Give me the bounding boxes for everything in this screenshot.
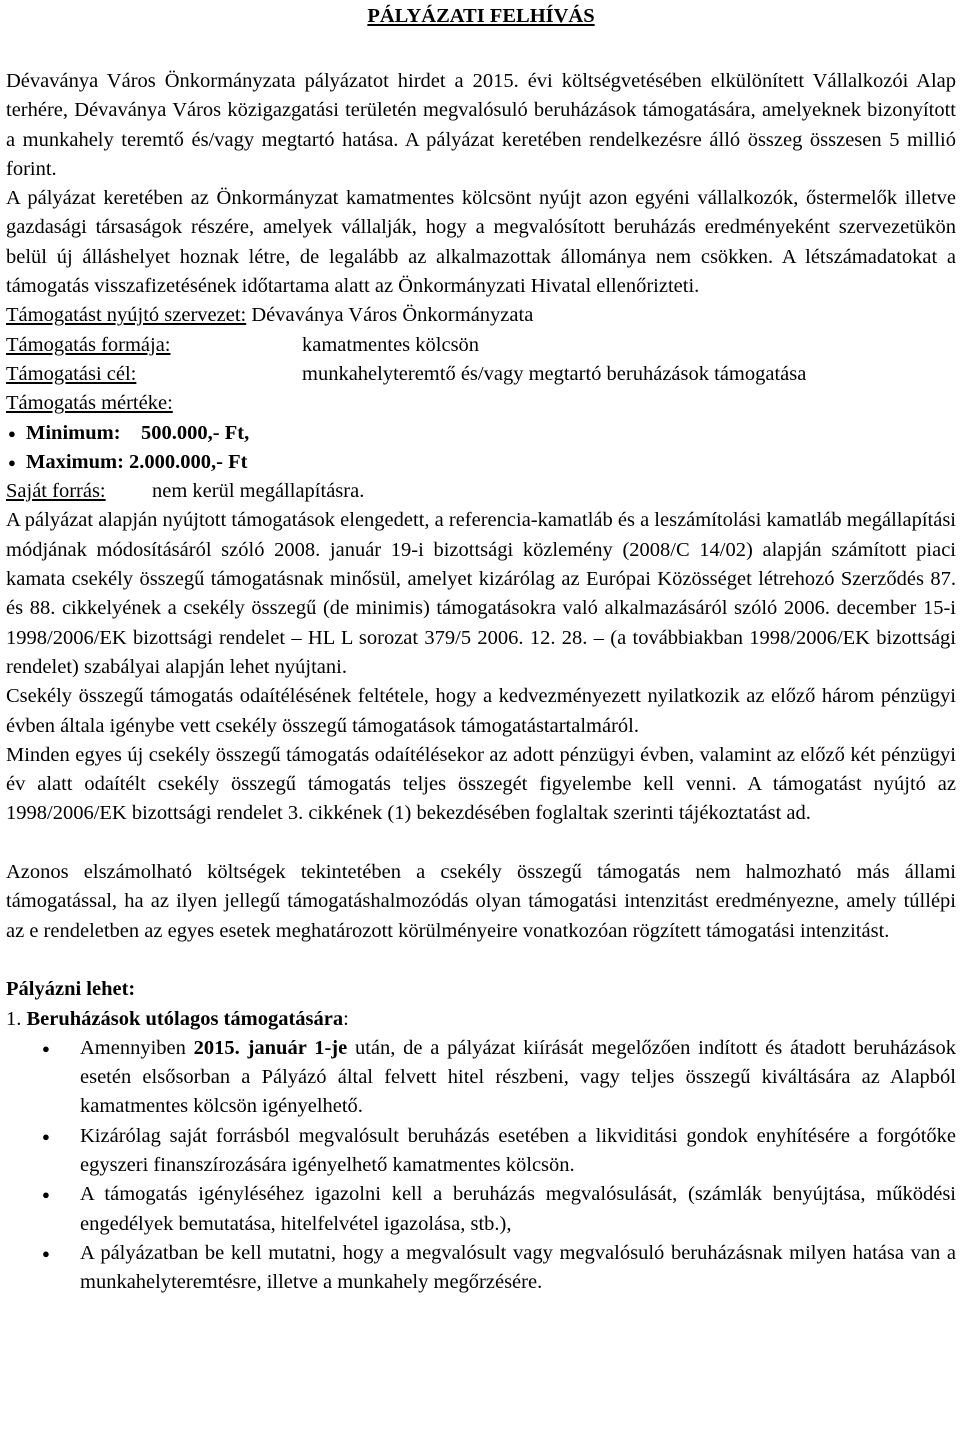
bullet-1-pre: Amennyiben — [80, 1036, 194, 1059]
body-paragraph-1: A pályázat alapján nyújtott támogatások elengedett, a referencia-kamatláb és a leszámítolási kamatláb megállapítási módjának módosításáról szóló 2008. január 19-i bizottsági közlemény (2008/C 14/02) alapján számított piaci kamata csekély összegű támogatásnak minősül, amelyet kizárólag az Európai Közösséget létrehozó Szerződés 87. és 88. cikkelyének a csekély összegű (de minimis) támogatásokra való alkalmazásáról szóló 2006. december 15-i 1998/2006/EK bizottsági rendelet – HL L sorozat 379/5 2006. 12. 28. – (a továbbiakban 1998/2006/EK bizottsági rendelet) szabályai alapján lehet nyújtani. — [6, 509, 957, 678]
intro-paragraph-1: Dévaványa Város Önkormányzata pályázatot hirdet a 2015. évi költségvetésében elkülönített Vállalkozói Alap terhére, Dévaványa Város közigazgatási területén megvalósuló beruházások támogatására, amelyeknek bizonyított a munkahely teremtő és/vagy megtartó hatása. A pályázat keretében rendelkezésre álló összeg összesen 5 millió forint. — [6, 70, 956, 180]
detail-goal — [6, 360, 956, 389]
list-item — [6, 1034, 956, 1122]
amount-list — [6, 419, 956, 478]
goal-label: Támogatási cél: — [6, 362, 137, 385]
amount-maximum — [6, 448, 956, 477]
body-paragraph-4: Azonos elszámolható költségek tekintetében a csekély összegű támogatás nem halmozható más állami támogatással, ha az ilyen jellegű támogatáshalmozódás olyan támogatási intenzitást eredményezne, amely túllépi az e rendeletben az egyes esetek meghatározott körülményeire vonatkozóan rögzített támogatási intenzitást. — [6, 861, 956, 942]
spacer — [6, 29, 956, 67]
detail-amount — [6, 389, 956, 418]
form-value: kamatmentes kölcsön — [302, 333, 480, 356]
list-item: ● A támogatás igényléséhez igazolni kell a beruházás megvalósulását, (számlák benyújtása, működési engedélyek bemutatása, hitelfelvétel igazolása, stb.), — [6, 1180, 956, 1239]
apply-heading: Pályázni lehet: — [6, 978, 136, 1001]
max-value: : 2.000.000,- Ft — [117, 450, 248, 473]
max-label: Maximum — [26, 450, 118, 473]
detail-form — [6, 331, 956, 360]
min-label: Minimum: — [26, 421, 121, 444]
amount-label: Támogatás mértéke: — [6, 392, 173, 415]
body-paragraph-3: Minden egyes új csekély összegű támogatás odaítélésekor az adott pénzügyi évben, valamint az előző két pénzügyi év alatt odaítélt csekély összegű támogatás teljes összegét figyelembe kell venni. A támogatást nyújtó az 1998/2006/EK bizottsági rendelet 3. cikkének (1) bekezdésében foglaltak szerinti tájékoztatást ad. — [6, 743, 956, 825]
organization-label: Támogatást nyújtó szervezet: — [6, 304, 247, 327]
goal-value: munkahelyteremtő és/vagy megtartó beruházások támogatása — [302, 362, 807, 385]
section-1-heading — [6, 1005, 956, 1034]
own-source-label: Saját forrás: — [6, 480, 106, 503]
page-title: PÁLYÁZATI FELHÍVÁS — [367, 5, 595, 27]
body-paragraph-2: Csekély összegű támogatás odaítélésének feltétele, hogy a kedvezményezett nyilatkozik az előző három pénzügyi évben általa igénybe vett csekély összegű támogatások támogatástartalmáról. — [6, 685, 956, 737]
list-item: ● A pályázatban be kell mutatni, hogy a megvalósult vagy megvalósuló beruházásnak milyen hatása van a munkahelyteremtésre, illetve a munkahely megőrzésére. — [6, 1239, 956, 1298]
amount-minimum — [6, 419, 956, 448]
list-item: ● Kizárólag saját forrásból megvalósult beruházás esetében a likviditási gondok enyhítésére a forgótőke egyszeri finanszírozására igényelhető kamatmentes kölcsön. — [6, 1122, 956, 1181]
section-1-title: Beruházások utólagos támogatására — [26, 1007, 344, 1030]
bullet-1-date: 2015. január 1-je — [193, 1036, 348, 1059]
spacer — [6, 946, 956, 975]
bullet-1-post: után, de a pályázat kiírását megelőzően indított és átadott beruházások esetén elsősorban a Pályázó által felvett hitel részbeni, vagy teljes összegű kiváltására az Alapból kamatmentes kölcsön igényelhető. — [80, 1036, 956, 1118]
detail-own-source — [6, 477, 956, 506]
section-1-number: 1. — [6, 1007, 27, 1030]
own-source-value: nem kerül megállapításra. — [152, 480, 365, 503]
section-1-list — [6, 1034, 956, 1298]
detail-organization — [6, 301, 956, 330]
spacer — [6, 829, 956, 858]
form-label: Támogatás formája: — [6, 333, 171, 356]
min-value: 500.000,- Ft, — [141, 421, 250, 444]
organization-value: Dévaványa Város Önkormányzata — [246, 304, 534, 327]
intro-paragraph-2: A pályázat keretében az Önkormányzat kamatmentes kölcsönt nyújt azon egyéni vállalkozók, őstermelők illetve gazdasági társaságok részére, amelyek vállalják, hogy a megvalósított beruházás eredményeként szervezetükön belül új álláshelyet hoznak létre, de legalább az alkalmazottak állománya nem csökken. A létszámadatokat a támogatás visszafizetésének időtartama alatt az Önkormányzati Hivatal ellenőrizteti. — [6, 187, 956, 298]
section-1-colon: : — [343, 1007, 349, 1030]
